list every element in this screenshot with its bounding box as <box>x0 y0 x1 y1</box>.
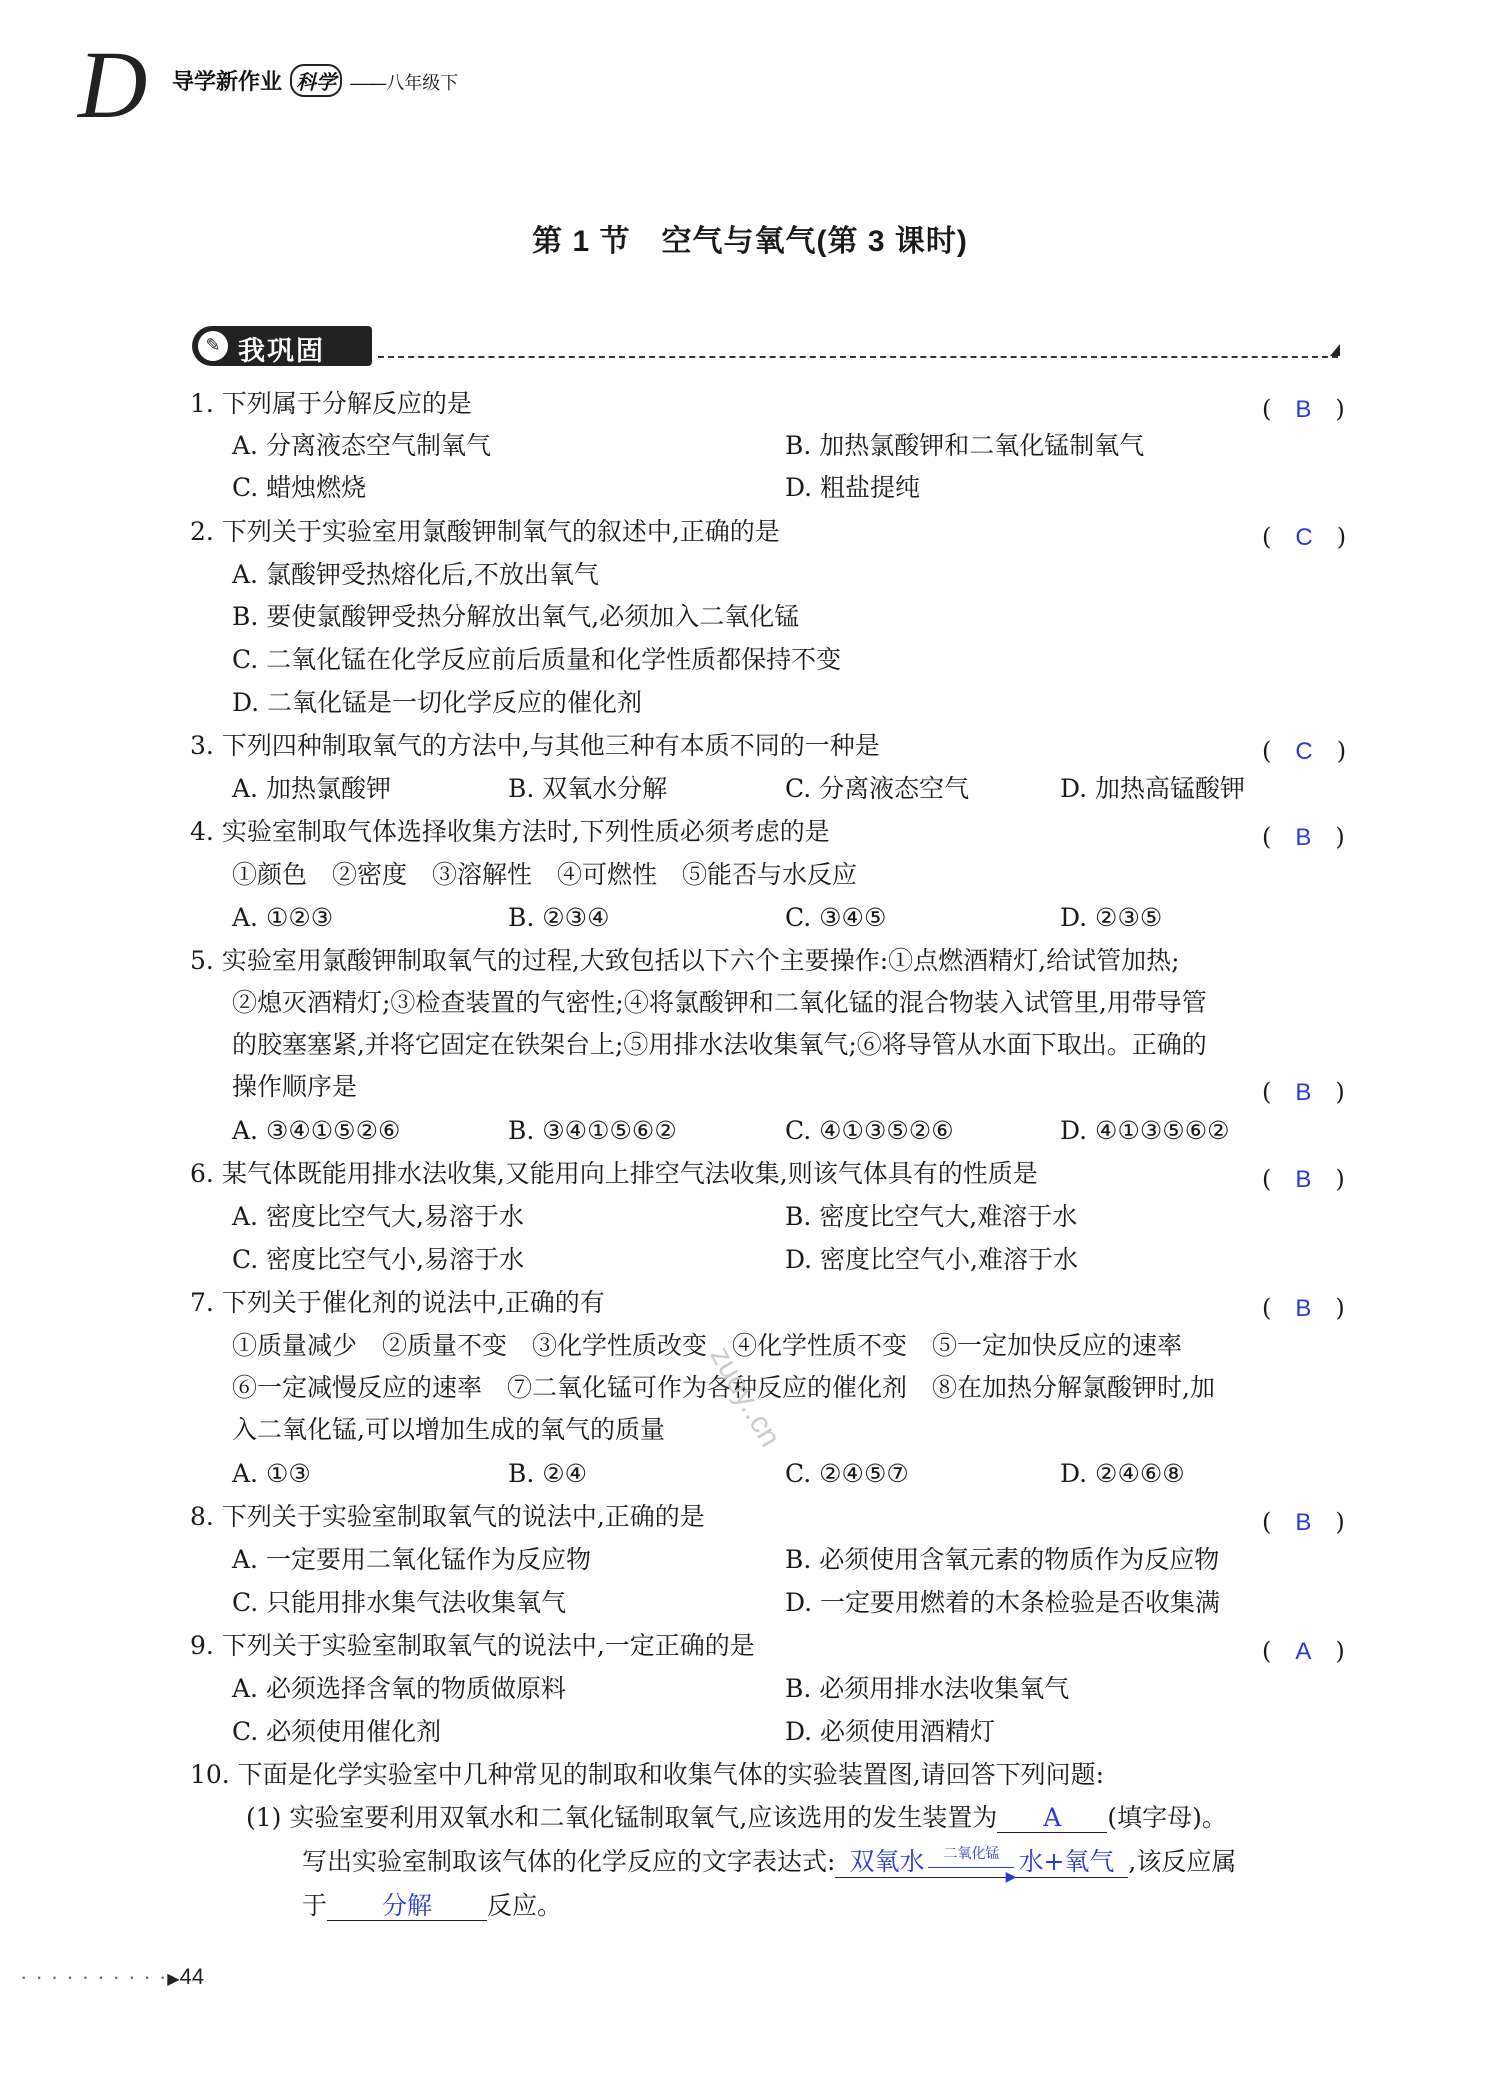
catalyst-label: 二氧化锰 <box>943 1846 1000 1862</box>
question-4: 4. 实验室制取气体选择收集方法时,下列性质必须考虑的是 <box>190 817 830 846</box>
question-9: 9. 下列关于实验室制取氧气的说法中,一定正确的是 <box>190 1631 755 1660</box>
q7-option-d: D. ②④⑥⑧ <box>1060 1459 1185 1488</box>
subject-badge: 科学 <box>290 64 342 97</box>
answer-6: ( B ) <box>1262 1165 1345 1193</box>
q4-option-d: D. ②③⑤ <box>1060 903 1163 932</box>
q10-sub1-line-1: (1) 实验室要利用双氧水和二氧化锰制取氧气,应该选用的发生装置为 A (填字母)。 <box>246 1803 1227 1832</box>
q8-option-d: D. 一定要用燃着的木条检验是否收集满 <box>785 1588 1221 1617</box>
q5-option-d: D. ④①③⑤⑥② <box>1060 1116 1230 1145</box>
divider-corner <box>1330 344 1340 356</box>
pencil-icon: ✎ <box>198 331 228 361</box>
q5-option-a: A. ③④①⑤②⑥ <box>232 1116 401 1145</box>
q4-option-c: C. ③④⑤ <box>785 903 887 932</box>
series-header <box>172 64 458 97</box>
q3-option-c: C. 分离液态空气 <box>785 774 970 803</box>
series-name: 导学新作业 <box>172 69 283 94</box>
q9-option-b: B. 必须用排水法收集氧气 <box>785 1674 1070 1703</box>
question-5-line-2: ②熄灭酒精灯;③检查装置的气密性;④将氯酸钾和二氧化锰的混合物装入试管里,用带导管 <box>232 988 1207 1017</box>
question-5-line-3: 的胶塞塞紧,并将它固定在铁架台上;⑤用排水法收集氧气;⑥将导管从水面下取出。正确的 <box>232 1030 1207 1059</box>
q6-option-d: D. 密度比空气小,难溶于水 <box>785 1245 1078 1274</box>
q4-items: ①颜色 ②密度 ③溶解性 ④可燃性 ⑤能否与水反应 <box>232 860 858 889</box>
q6-option-a: A. 密度比空气大,易溶于水 <box>232 1202 524 1231</box>
answer-8: ( B ) <box>1262 1508 1345 1536</box>
q4-option-b: B. ②③④ <box>508 903 610 932</box>
q10-sub1-line-2: 写出实验室制取该气体的化学反应的文字表达式: 双氧水 二氧化锰 ▶ 水+氧气 ,该反应属 <box>302 1847 1236 1878</box>
q1-option-b: B. 加热氯酸钾和二氧化锰制氧气 <box>785 431 1145 460</box>
question-5-line-4: 操作顺序是 <box>232 1072 358 1101</box>
question-2: 2. 下列关于实验室用氯酸钾制氧气的叙述中,正确的是 <box>190 517 780 546</box>
answer-5: ( B ) <box>1262 1078 1345 1106</box>
q10-sub1-line-3: 于 分解 反应。 <box>302 1891 563 1920</box>
q8-option-b: B. 必须使用含氧元素的物质作为反应物 <box>785 1545 1220 1574</box>
q7-items-line-2: ⑥一定减慢反应的速率 ⑦二氧化锰可作为各种反应的催化剂 ⑧在加热分解氯酸钾时,加 <box>232 1373 1215 1402</box>
question-10: 10. 下面是化学实验室中几种常见的制取和收集气体的实验装置图,请回答下列问题: <box>190 1760 1105 1789</box>
series-logo: D <box>78 31 148 138</box>
q2-option-a: A. 氯酸钾受热熔化后,不放出氧气 <box>232 560 599 589</box>
question-8: 8. 下列关于实验室制取氧气的说法中,正确的是 <box>190 1502 705 1531</box>
answer-3: ( C ) <box>1262 737 1347 765</box>
q5-option-b: B. ③④①⑤⑥② <box>508 1116 677 1145</box>
q3-option-d: D. 加热高锰酸钾 <box>1060 774 1246 803</box>
q7-items-line-3: 入二氧化锰,可以增加生成的氧气的质量 <box>232 1415 665 1444</box>
question-3: 3. 下列四种制取氧气的方法中,与其他三种有本质不同的一种是 <box>190 731 880 760</box>
q7-option-c: C. ②④⑤⑦ <box>785 1459 909 1488</box>
q10-device-blank: A <box>997 1804 1107 1833</box>
q1-option-c: C. 蜡烛燃烧 <box>232 473 367 502</box>
grade-label: ——八年级下 <box>350 73 459 93</box>
question-6: 6. 某气体既能用排水法收集,又能用向上排空气法收集,则该气体具有的性质是 <box>190 1159 1038 1188</box>
watermark: zuoy..cn <box>703 1341 787 1453</box>
section-divider <box>378 356 1338 358</box>
reaction-arrow: 二氧化锰 ▶ <box>928 1863 1014 1864</box>
q4-option-a: A. ①②③ <box>232 903 334 932</box>
q7-option-b: B. ②④ <box>508 1459 588 1488</box>
q6-option-b: B. 密度比空气大,难溶于水 <box>785 1202 1078 1231</box>
q3-option-b: B. 双氧水分解 <box>508 774 668 803</box>
q1-option-d: D. 粗盐提纯 <box>785 473 921 502</box>
section-banner <box>192 326 372 366</box>
q9-option-a: A. 必须选择含氧的物质做原料 <box>232 1674 566 1703</box>
q6-option-c: C. 密度比空气小,易溶于水 <box>232 1245 525 1274</box>
question-1: 1. 下列属于分解反应的是 <box>190 389 472 418</box>
answer-1: ( B ) <box>1262 395 1345 423</box>
question-5-line-1: 5. 实验室用氯酸钾制取氧气的过程,大致包括以下六个主要操作:①点燃酒精灯,给试管加热; <box>190 946 1180 975</box>
q3-option-a: A. 加热氯酸钾 <box>232 774 391 803</box>
answer-4: ( B ) <box>1262 823 1345 851</box>
q7-option-a: A. ①③ <box>232 1459 311 1488</box>
q9-option-c: C. 必须使用催化剂 <box>232 1717 442 1746</box>
q8-option-a: A. 一定要用二氧化锰作为反应物 <box>232 1545 591 1574</box>
answer-9: ( A ) <box>1262 1637 1345 1665</box>
q9-option-d: D. 必须使用酒精灯 <box>785 1717 996 1746</box>
q2-option-d: D. 二氧化锰是一切化学反应的催化剂 <box>232 688 643 717</box>
q7-items-line-1: ①质量减少 ②质量不变 ③化学性质改变 ④化学性质不变 ⑤一定加快反应的速率 <box>232 1331 1183 1360</box>
banner-label: 我巩固 <box>238 336 325 366</box>
question-7: 7. 下列关于催化剂的说法中,正确的有 <box>190 1288 605 1317</box>
q5-option-c: C. ④①③⑤②⑥ <box>785 1116 954 1145</box>
page-title: 第 1 节 空气与氧气(第 3 课时) <box>532 225 968 258</box>
q10-reaction-type-blank: 分解 <box>327 1892 487 1921</box>
q2-option-b: B. 要使氯酸钾受热分解放出氧气,必须加入二氧化锰 <box>232 602 800 631</box>
q8-option-c: C. 只能用排水集气法收集氧气 <box>232 1588 567 1617</box>
q10-equation: 双氧水 二氧化锰 ▶ 水+氧气 <box>835 1847 1128 1878</box>
answer-2: ( C ) <box>1262 523 1347 551</box>
q1-option-a: A. 分离液态空气制氧气 <box>232 431 491 460</box>
page-number: · · · · · · · · · ·▶44 <box>20 1964 205 1989</box>
answer-7: ( B ) <box>1262 1294 1345 1322</box>
q2-option-c: C. 二氧化锰在化学反应前后质量和化学性质都保持不变 <box>232 645 842 674</box>
